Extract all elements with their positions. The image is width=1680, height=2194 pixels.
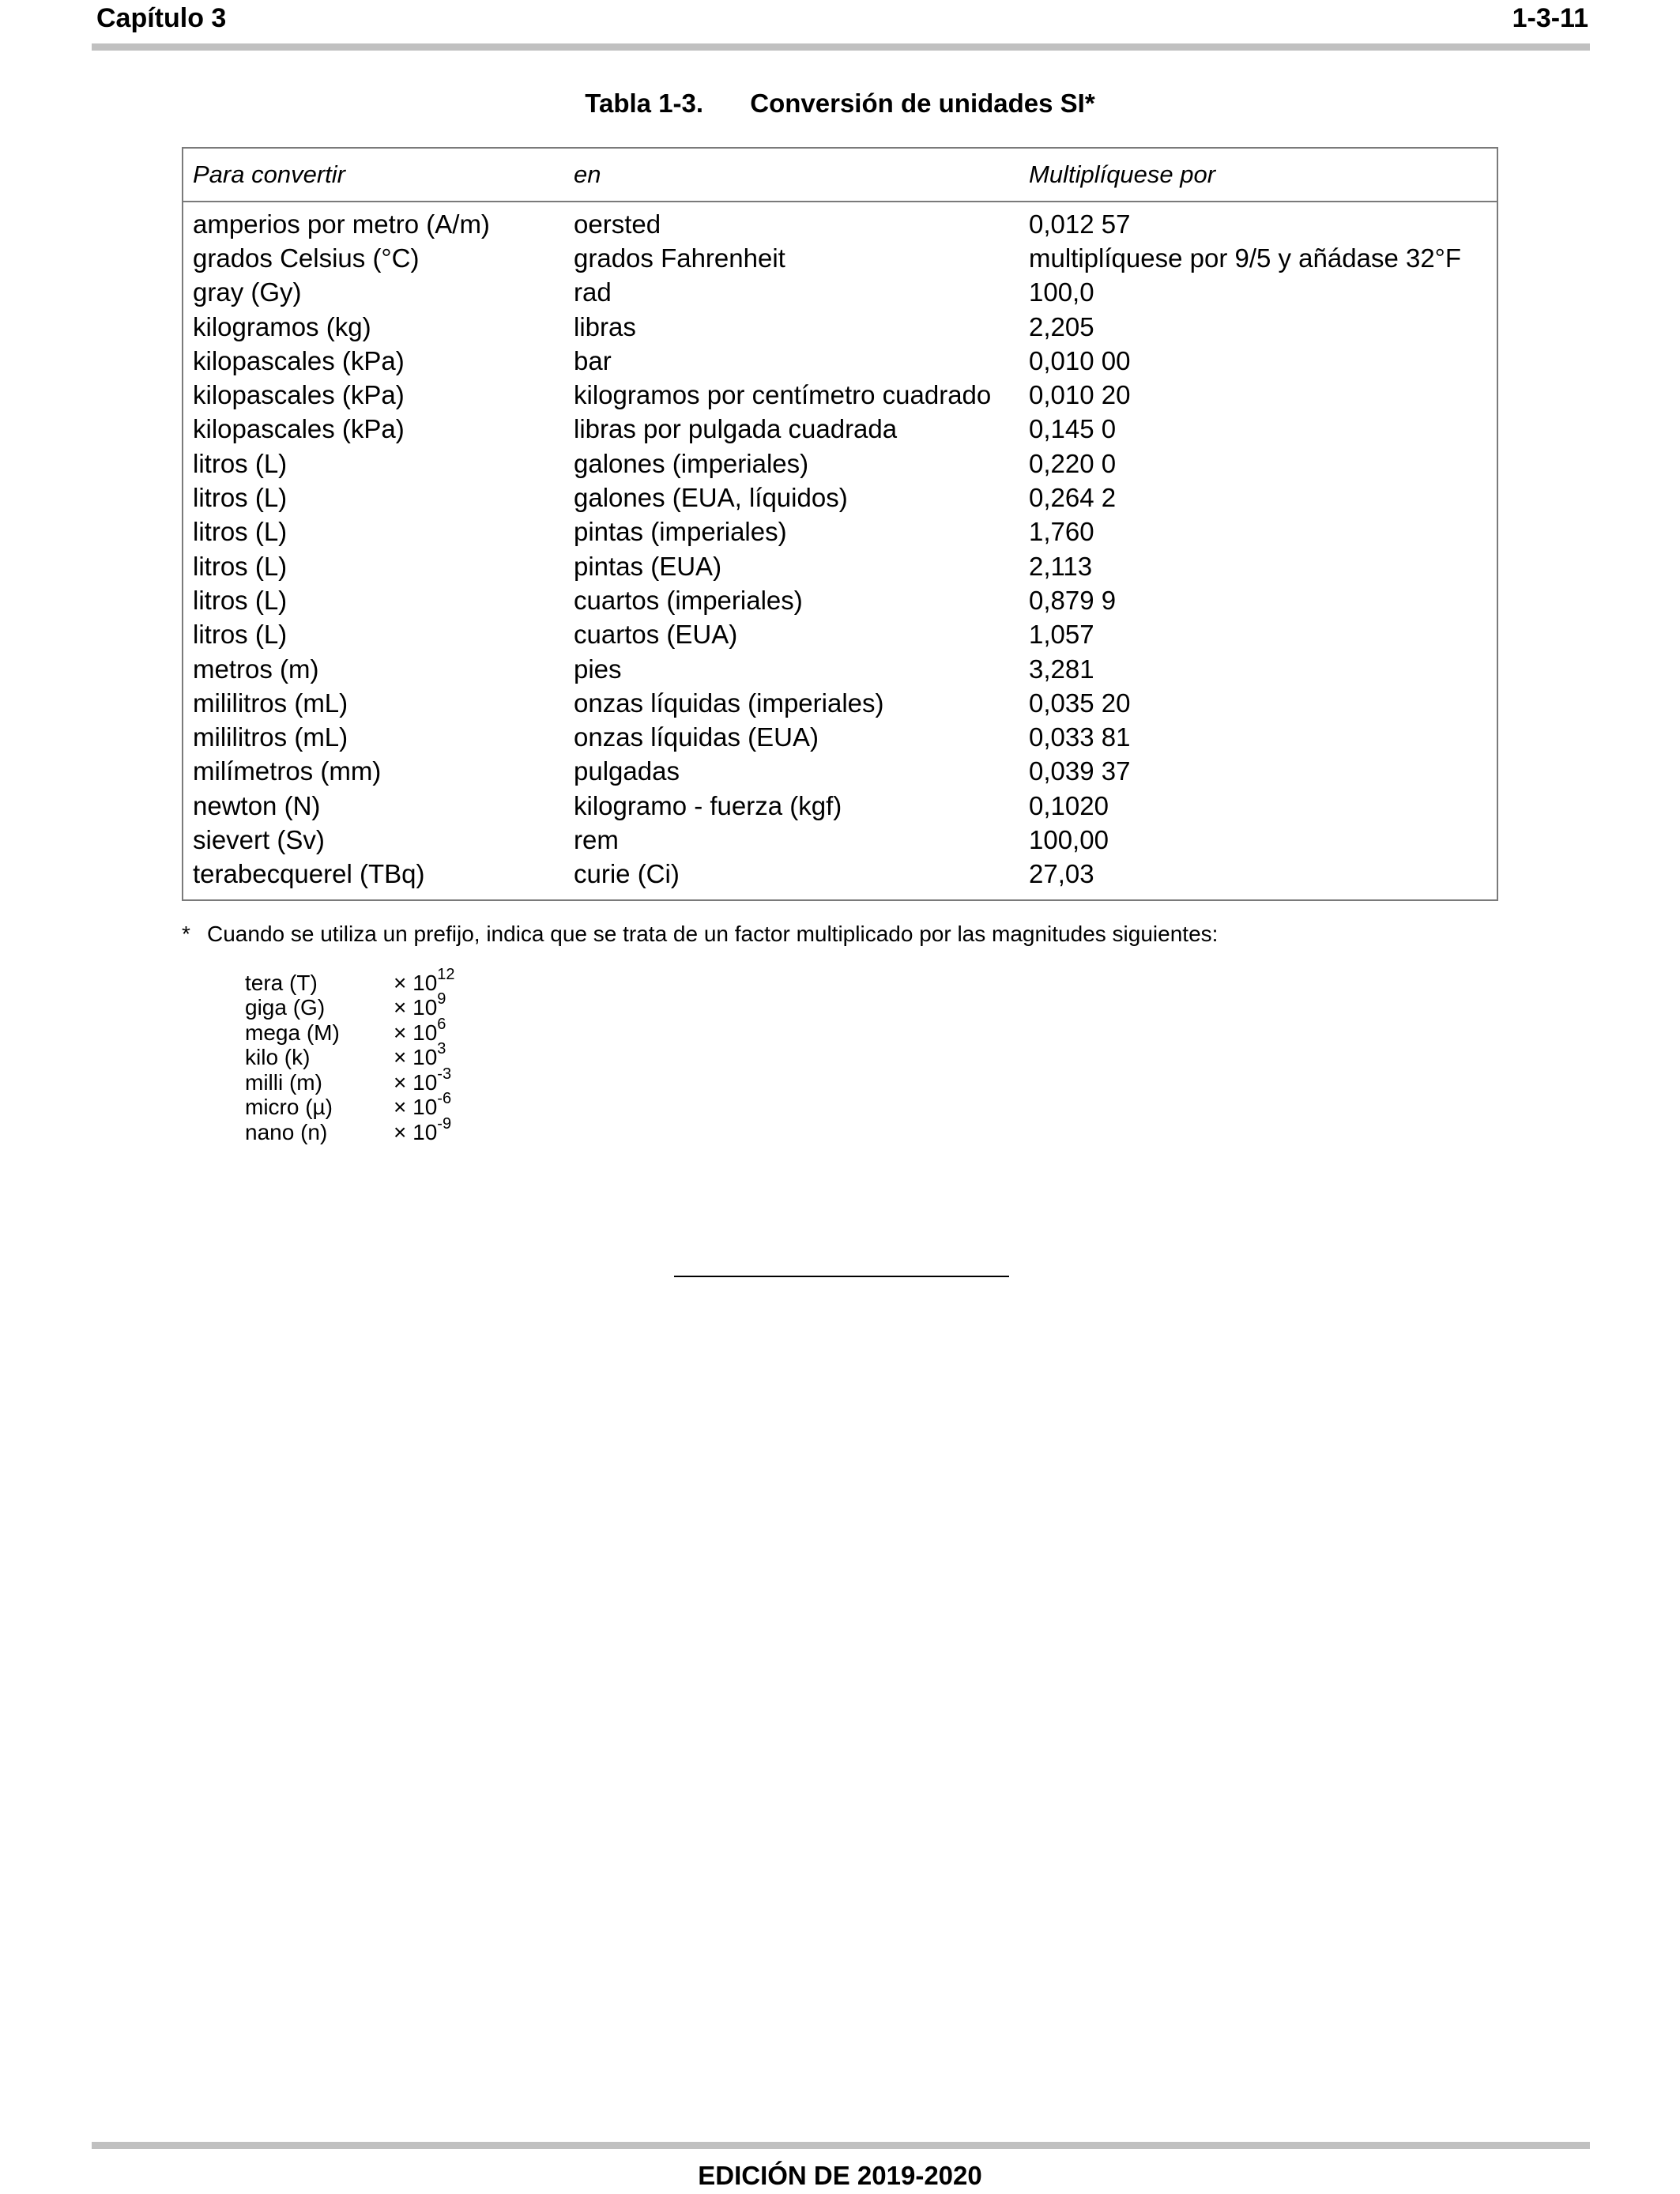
prefix-row bbox=[245, 1090, 455, 1121]
table-row bbox=[183, 481, 1497, 515]
cell-factor: 0,039 37 bbox=[1029, 756, 1131, 786]
cell-from-unit: litros (L) bbox=[193, 620, 288, 650]
cell-from-unit: metros (m) bbox=[193, 654, 319, 684]
cell-to-unit: libras por pulgada cuadrada bbox=[574, 414, 898, 444]
cell-from-unit: litros (L) bbox=[193, 551, 288, 581]
table-caption-title: Conversión de unidades SI* bbox=[750, 89, 1095, 118]
cell-to-unit: pulgadas bbox=[574, 756, 680, 786]
prefix-factor-exponent: -3 bbox=[437, 1065, 452, 1083]
table-caption-number: Tabla 1-3. bbox=[585, 89, 704, 118]
prefix-list bbox=[245, 965, 455, 1145]
table-body bbox=[183, 202, 1497, 899]
header-rule bbox=[92, 43, 1590, 51]
cell-from-unit: kilopascales (kPa) bbox=[193, 380, 405, 410]
cell-factor: 0,145 0 bbox=[1029, 414, 1117, 444]
cell-factor: 0,010 20 bbox=[1029, 380, 1131, 410]
footnote-marker: * bbox=[182, 922, 190, 946]
cell-from-unit: grados Celsius (°C) bbox=[193, 243, 420, 273]
prefix-factor-base: × 10 bbox=[394, 1119, 438, 1144]
table-row bbox=[183, 413, 1497, 447]
cell-factor: 2,113 bbox=[1029, 551, 1093, 581]
cell-factor: 100,00 bbox=[1029, 824, 1109, 854]
table-row bbox=[183, 207, 1497, 241]
table-row bbox=[183, 652, 1497, 686]
page-number: 1-3-11 bbox=[1512, 3, 1588, 33]
prefix-factor-base: × 10 bbox=[394, 1095, 438, 1119]
cell-from-unit: newton (N) bbox=[193, 790, 321, 820]
cell-factor: 100,0 bbox=[1029, 277, 1094, 307]
cell-to-unit: kilogramo - fuerza (kgf) bbox=[574, 790, 842, 820]
cell-to-unit: cuartos (imperiales) bbox=[574, 585, 803, 615]
table-row bbox=[183, 241, 1497, 275]
prefix-row bbox=[245, 1015, 455, 1046]
table-row bbox=[183, 755, 1497, 789]
cell-from-unit: litros (L) bbox=[193, 585, 288, 615]
prefix-factor-base: × 10 bbox=[394, 1069, 438, 1095]
cell-to-unit: rad bbox=[574, 277, 612, 307]
cell-from-unit: gray (Gy) bbox=[193, 277, 302, 307]
prefix-factor-exponent: -9 bbox=[437, 1114, 452, 1133]
table-caption bbox=[0, 89, 1680, 119]
prefix-name: mega (M) bbox=[245, 1020, 340, 1045]
prefix-name: tera (T) bbox=[245, 970, 318, 995]
cell-factor: 27,03 bbox=[1029, 859, 1094, 889]
column-header-to: en bbox=[574, 160, 601, 188]
prefix-factor-base: × 10 bbox=[394, 995, 438, 1020]
table-row bbox=[183, 549, 1497, 583]
table-row bbox=[183, 720, 1497, 754]
cell-factor: multiplíquese por 9/5 y añádase 32°F bbox=[1029, 243, 1462, 273]
cell-factor: 0,033 81 bbox=[1029, 722, 1131, 752]
prefix-row bbox=[245, 990, 455, 1021]
cell-to-unit: galones (EUA, líquidos) bbox=[574, 483, 848, 513]
cell-to-unit: curie (Ci) bbox=[574, 859, 680, 889]
prefix-factor-exponent: 9 bbox=[437, 990, 446, 1008]
table-row bbox=[183, 583, 1497, 617]
table-footnote bbox=[182, 922, 1218, 947]
cell-from-unit: litros (L) bbox=[193, 448, 288, 478]
prefix-factor-base: × 10 bbox=[394, 1045, 438, 1069]
prefix-name: giga (G) bbox=[245, 995, 326, 1020]
table-row bbox=[183, 447, 1497, 481]
table-row bbox=[183, 858, 1497, 892]
cell-from-unit: mililitros (mL) bbox=[193, 722, 348, 752]
cell-from-unit: sievert (Sv) bbox=[193, 824, 325, 854]
edition-footer: EDICIÓN DE 2019-2020 bbox=[698, 2161, 982, 2190]
cell-to-unit: cuartos (EUA) bbox=[574, 620, 738, 650]
cell-to-unit: galones (imperiales) bbox=[574, 448, 809, 478]
cell-to-unit: onzas líquidas (imperiales) bbox=[574, 688, 884, 718]
cell-to-unit: pintas (imperiales) bbox=[574, 517, 787, 547]
table-row bbox=[183, 515, 1497, 549]
table-header bbox=[183, 149, 1497, 202]
cell-from-unit: litros (L) bbox=[193, 483, 288, 513]
cell-to-unit: rem bbox=[574, 824, 619, 854]
footnote-separator-rule bbox=[674, 1276, 1009, 1277]
prefix-factor-exponent: 6 bbox=[437, 1015, 446, 1033]
cell-to-unit: pies bbox=[574, 654, 622, 684]
prefix-factor-exponent: 12 bbox=[437, 965, 455, 983]
cell-from-unit: litros (L) bbox=[193, 517, 288, 547]
prefix-factor-base: × 10 bbox=[394, 1020, 438, 1045]
prefix-name: nano (n) bbox=[245, 1119, 328, 1144]
cell-to-unit: onzas líquidas (EUA) bbox=[574, 722, 819, 752]
table-row bbox=[183, 618, 1497, 652]
table-row bbox=[183, 789, 1497, 823]
table-row bbox=[183, 378, 1497, 412]
cell-to-unit: grados Fahrenheit bbox=[574, 243, 785, 273]
prefix-factor-exponent: 3 bbox=[437, 1040, 446, 1057]
table-row bbox=[183, 276, 1497, 310]
chapter-title: Capítulo 3 bbox=[96, 3, 227, 33]
cell-to-unit: kilogramos por centímetro cuadrado bbox=[574, 380, 992, 410]
cell-factor: 1,760 bbox=[1029, 517, 1094, 547]
prefix-factor-base: × 10 bbox=[394, 970, 438, 995]
footer-rule bbox=[92, 2142, 1590, 2149]
prefix-row bbox=[245, 1114, 455, 1145]
cell-to-unit: bar bbox=[574, 345, 612, 375]
cell-from-unit: milímetros (mm) bbox=[193, 756, 382, 786]
cell-from-unit: terabecquerel (TBq) bbox=[193, 859, 425, 889]
cell-factor: 3,281 bbox=[1029, 654, 1094, 684]
cell-to-unit: pintas (EUA) bbox=[574, 551, 722, 581]
prefix-name: milli (m) bbox=[245, 1069, 322, 1095]
prefix-row bbox=[245, 1040, 455, 1071]
cell-factor: 0,879 9 bbox=[1029, 585, 1117, 615]
prefix-row bbox=[245, 1065, 455, 1095]
cell-to-unit: libras bbox=[574, 311, 636, 341]
conversion-table bbox=[182, 147, 1498, 901]
table-row bbox=[183, 686, 1497, 720]
table-row bbox=[183, 823, 1497, 857]
cell-factor: 0,220 0 bbox=[1029, 448, 1117, 478]
table-row bbox=[183, 344, 1497, 378]
footnote-text: Cuando se utiliza un prefijo, indica que se trata de un factor multiplicado por las magnitudes siguientes: bbox=[207, 922, 1219, 946]
cell-from-unit: amperios por metro (A/m) bbox=[193, 209, 490, 239]
cell-from-unit: kilogramos (kg) bbox=[193, 311, 371, 341]
cell-from-unit: kilopascales (kPa) bbox=[193, 414, 405, 444]
table-row bbox=[183, 310, 1497, 344]
prefix-name: kilo (k) bbox=[245, 1045, 311, 1069]
cell-factor: 1,057 bbox=[1029, 620, 1094, 650]
cell-factor: 0,264 2 bbox=[1029, 483, 1117, 513]
cell-factor: 0,012 57 bbox=[1029, 209, 1131, 239]
prefix-name: micro (µ) bbox=[245, 1095, 333, 1119]
cell-factor: 0,035 20 bbox=[1029, 688, 1131, 718]
cell-factor: 2,205 bbox=[1029, 311, 1094, 341]
cell-factor: 0,1020 bbox=[1029, 790, 1109, 820]
prefix-factor bbox=[394, 1114, 452, 1145]
column-header-from: Para convertir bbox=[193, 160, 345, 188]
cell-to-unit: oersted bbox=[574, 209, 661, 239]
cell-from-unit: mililitros (mL) bbox=[193, 688, 348, 718]
cell-factor: 0,010 00 bbox=[1029, 345, 1131, 375]
cell-from-unit: kilopascales (kPa) bbox=[193, 345, 405, 375]
column-header-factor: Multiplíquese por bbox=[1029, 160, 1216, 188]
prefix-factor-exponent: -6 bbox=[437, 1090, 452, 1107]
prefix-row bbox=[245, 965, 455, 996]
